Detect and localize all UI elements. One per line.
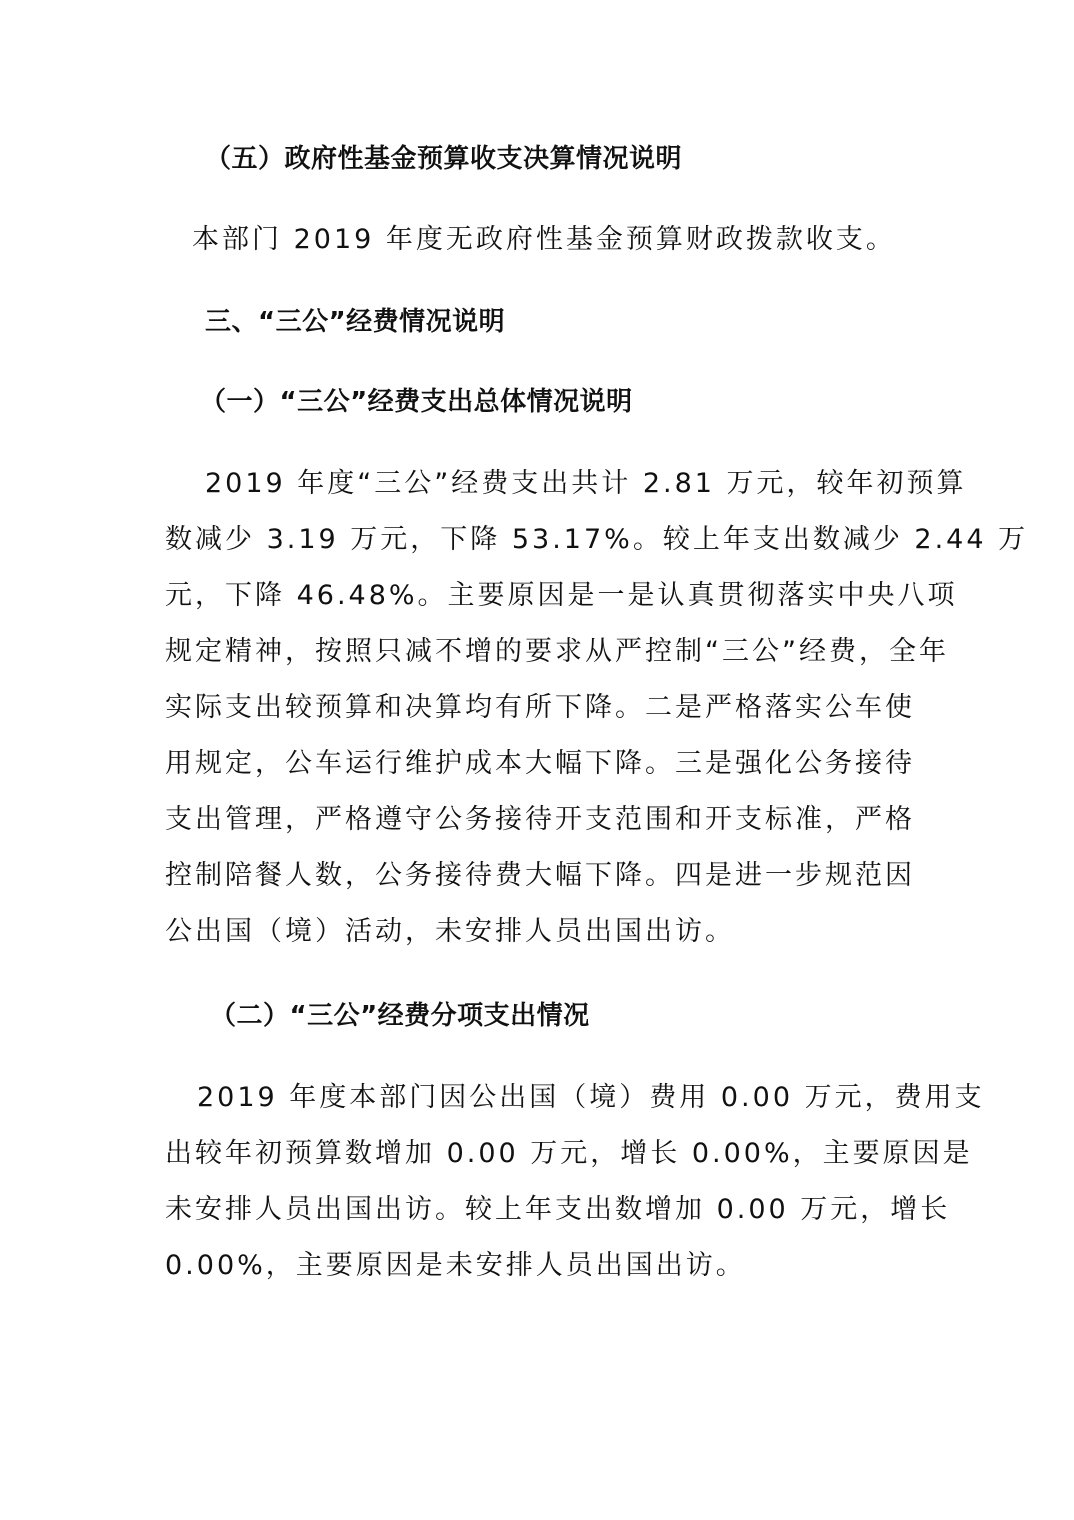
paragraph-line: 未安排人员出国出访。较上年支出数增加 0.00 万元，增长 — [165, 1194, 951, 1225]
paragraph-line: 规定精神，按照只减不增的要求从严控制“三公”经费，全年 — [165, 636, 949, 667]
paragraph-line: 用规定，公车运行维护成本大幅下降。三是强化公务接待 — [165, 748, 915, 779]
paragraph-line: 2019 年度“三公”经费支出共计 2.81 万元，较年初预算 — [205, 468, 967, 499]
paragraph-line: 实际支出较预算和决算均有所下降。二是严格落实公车使 — [165, 692, 915, 723]
paragraph-line: 本部门 2019 年度无政府性基金预算财政拨款收支。 — [192, 224, 896, 255]
paragraph-line: 支出管理，严格遵守公务接待开支范围和开支标准，严格 — [165, 804, 915, 835]
paragraph-line: 公出国（境）活动，未安排人员出国出访。 — [165, 916, 735, 947]
paragraph-line: 元，下降 46.48%。主要原因是一是认真贯彻落实中央八项 — [165, 580, 958, 611]
paragraph-line: 2019 年度本部门因公出国（境）费用 0.00 万元，费用支 — [197, 1082, 985, 1113]
section-heading-sangong-itemized: （二）“三公”经费分项支出情况 — [210, 1001, 590, 1031]
paragraph-government-fund — [192, 212, 896, 268]
section-heading-sangong: 三、“三公”经费情况说明 — [205, 307, 506, 337]
paragraph-sangong-overall — [165, 456, 1028, 960]
paragraph-sangong-itemized — [165, 1070, 985, 1294]
paragraph-line: 控制陪餐人数，公务接待费大幅下降。四是进一步规范因 — [165, 860, 915, 891]
section-heading-government-fund: （五）政府性基金预算收支决算情况说明 — [205, 144, 683, 174]
paragraph-line: 出较年初预算数增加 0.00 万元，增长 0.00%，主要原因是 — [165, 1138, 973, 1169]
paragraph-line: 0.00%，主要原因是未安排人员出国出访。 — [165, 1250, 746, 1281]
section-heading-sangong-overall: （一）“三公”经费支出总体情况说明 — [200, 387, 633, 417]
paragraph-line: 数减少 3.19 万元，下降 53.17%。较上年支出数减少 2.44 万 — [165, 524, 1029, 555]
